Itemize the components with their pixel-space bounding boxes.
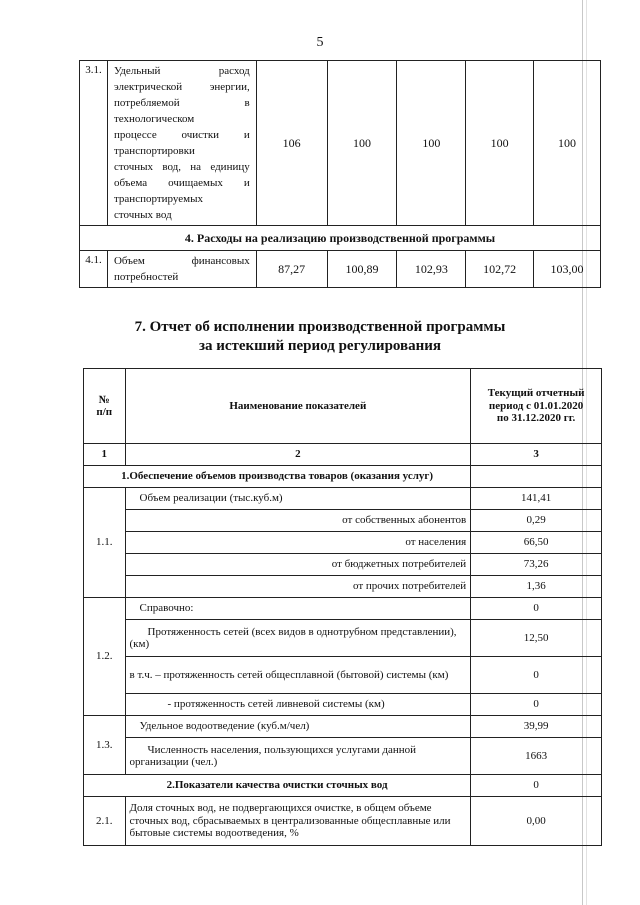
section-heading: 1.Обеспечение объемов производства товаров (оказания услуг) <box>84 466 471 488</box>
indicator-label: Удельное водоотведение (куб.м/чел) <box>125 716 471 738</box>
column-numbers-row <box>84 444 602 466</box>
section-title: 7. Отчет об исполнении производственной программы за истекший период регулирования <box>134 319 506 354</box>
row-number: 1.3. <box>84 716 126 775</box>
indicator-description: Удельный расход электрической энергии, потребляемой в технологическом процессе очистки и транспортировки сточных вод, на единицу объема очищаемых и транспортируемых сточных вод <box>107 61 256 226</box>
indicator-value: 0 <box>471 694 602 716</box>
indicator-description: Объем финансовых потребностей <box>107 251 256 288</box>
indicator-value: 102,93 <box>397 251 466 288</box>
indicator-value: 66,50 <box>471 532 602 554</box>
indicator-label: Протяженность сетей (всех видов в однотрубном представлении), (км) <box>125 620 471 657</box>
table-row <box>80 61 601 226</box>
indicator-value: 106 <box>256 61 327 226</box>
indicator-value: 102,72 <box>466 251 534 288</box>
indicator-label: Доля сточных вод, не подвергающихся очистке, в общем объеме сточных вод, сбрасываемых в централизованные общесплавные или бытовые системы водоотведения, % <box>125 797 471 846</box>
section-value <box>471 466 602 488</box>
indicator-value: 73,26 <box>471 554 602 576</box>
indicator-value: 141,41 <box>471 488 602 510</box>
indicator-value: 0,00 <box>471 797 602 846</box>
indicator-label: Справочно: <box>125 598 471 620</box>
indicator-value: 39,99 <box>471 716 602 738</box>
table-row <box>84 716 602 738</box>
indicator-value: 103,00 <box>534 251 601 288</box>
indicator-value: 100 <box>534 61 601 226</box>
table-row <box>84 694 602 716</box>
program-indicators-table <box>79 60 601 288</box>
indicator-label: от населения <box>125 532 471 554</box>
row-number: 1.1. <box>84 488 126 598</box>
column-number: 1 <box>84 444 126 466</box>
row-number: 2.1. <box>84 797 126 846</box>
indicator-value: 100 <box>466 61 534 226</box>
table-row <box>84 738 602 775</box>
table-row <box>84 510 602 532</box>
header-number: № п/п <box>84 369 126 444</box>
indicator-label: от прочих потребителей <box>125 576 471 598</box>
indicator-value: 0 <box>471 598 602 620</box>
row-number: 1.2. <box>84 598 126 716</box>
table-row <box>84 657 602 694</box>
table-row <box>84 797 602 846</box>
indicator-value: 1663 <box>471 738 602 775</box>
table-row <box>84 554 602 576</box>
indicator-label: от собственных абонентов <box>125 510 471 532</box>
section-row <box>84 775 602 797</box>
indicator-value: 0 <box>471 657 602 694</box>
indicator-label: от бюджетных потребителей <box>125 554 471 576</box>
indicator-value: 87,27 <box>256 251 327 288</box>
table-row <box>84 576 602 598</box>
indicator-value: 1,36 <box>471 576 602 598</box>
table-row <box>84 532 602 554</box>
indicator-label: в т.ч. – протяженность сетей общесплавной (бытовой) системы (км) <box>125 657 471 694</box>
header-row <box>84 369 602 444</box>
indicator-label: Объем реализации (тыс.куб.м) <box>125 488 471 510</box>
column-number: 2 <box>125 444 471 466</box>
indicator-value: 100,89 <box>327 251 397 288</box>
table-row <box>84 598 602 620</box>
indicator-value: 100 <box>397 61 466 226</box>
program-report-table <box>83 368 602 846</box>
header-name: Наименование показателей <box>125 369 471 444</box>
table-row <box>84 488 602 510</box>
indicator-value: 100 <box>327 61 397 226</box>
indicator-value: 12,50 <box>471 620 602 657</box>
indicator-label: Численность населения, пользующихся услугами данной организации (чел.) <box>125 738 471 775</box>
section-row <box>80 226 601 251</box>
column-number: 3 <box>471 444 602 466</box>
section-row <box>84 466 602 488</box>
section-value: 0 <box>471 775 602 797</box>
indicator-value: 0,29 <box>471 510 602 532</box>
section-heading: 4. Расходы на реализацию производственной программы <box>80 226 601 251</box>
row-number: 4.1. <box>80 251 108 288</box>
section-heading: 2.Показатели качества очистки сточных вод <box>84 775 471 797</box>
table-row <box>80 251 601 288</box>
header-period: Текущий отчетный период с 01.01.2020 по 31.12.2020 гг. <box>471 369 602 444</box>
table-row <box>84 620 602 657</box>
row-number: 3.1. <box>80 61 108 226</box>
indicator-label: - протяженность сетей ливневой системы (км) <box>125 694 471 716</box>
page-number: 5 <box>316 35 324 50</box>
